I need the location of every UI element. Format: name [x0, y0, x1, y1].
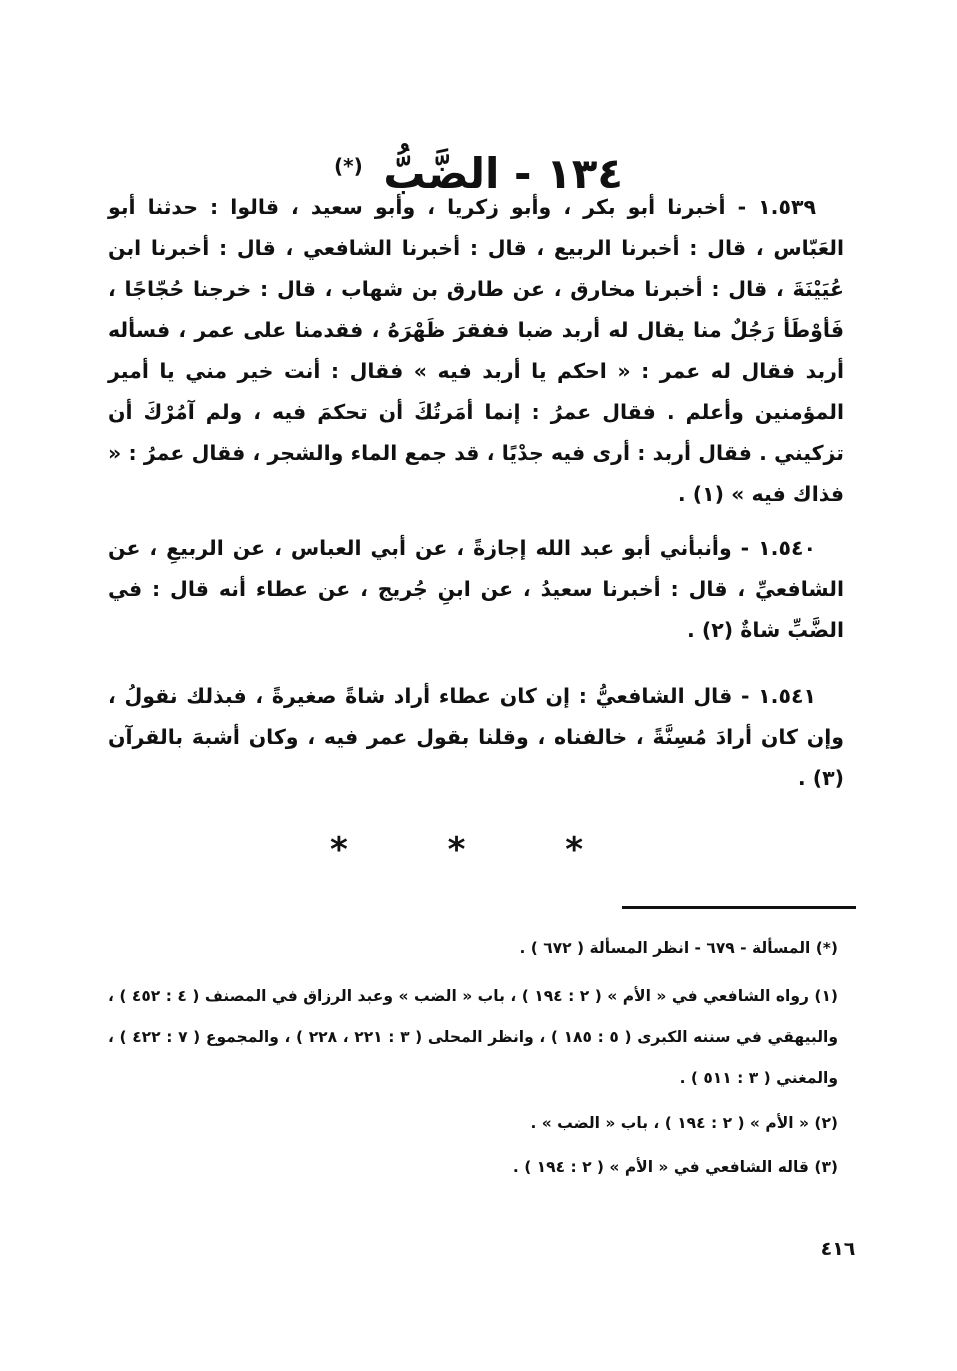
footnote-3: (٣) قاله الشافعي في « الأم » ( ٢ : ١٩٤ ) .	[512, 1158, 838, 1176]
paragraph-text: ١.٥٤٠ - وأنبأني أبو عبد الله إجازةً ، عن أبي العباس ، عن الربيعِ ، عن الشافعيِّ ، قال : أخبرنا سعيدُ ، عن ابنِ جُريج ، عن عطاء أنه قال : في الضَّبِّ شاةٌ (٢) .	[108, 536, 844, 642]
section-separator: * * *	[329, 830, 627, 870]
footnote-rule	[622, 906, 856, 909]
paragraph-1539	[108, 187, 844, 515]
footnote-2: (٢) « الأم » ( ٢ : ١٩٤ ) ، باب « الضب » .	[530, 1114, 838, 1132]
page-number: ٤١٦	[820, 1238, 856, 1260]
footnote-1: (١) رواه الشافعي في « الأم » ( ٢ : ١٩٤ ) ، باب « الضب » وعبد الرزاق في المصنف ( ٤ : ٤٥٢ ) ، والبيهقي في سننه الكبرى ( ٥ : ١٨٥ ) ، وانظر المحلى ( ٣ : ٢٢١ ، ٢٢٨ ) ، والمجموع ( ٧ : ٤٢٢ ) ، والمغني ( ٣ : ٥١١ ) .	[108, 987, 839, 1087]
footnotes	[108, 932, 844, 1195]
paragraph-1541	[108, 676, 844, 799]
paragraph-text: ١.٥٣٩ - أخبرنا أبو بكر ، وأبو زكريا ، وأبو سعيد ، قالوا : حدثنا أبو العَبّاس ، قال : أخبرنا الربيع ، قال : أخبرنا الشافعي ، قال : أخبرنا ابن عُيَيْنَةَ ، قال : أخبرنا مخارق ، عن طارق بن شهاب ، قال : خرجنا حُجّاجًا ، فَأوْطَأ رَجُلٌ منا يقال له أربد ضبا ففقرَ ظَهْرَهُ ، فقدمنا على عمر ، فسأله أربد فقال له عمر : « احكم يا أربد فيه » فقال : أنت خير مني يا أمير المؤمنين وأعلم . فقال عمرُ : إنما أمَرتُكَ أن تحكمَ فيه ، ولم آمُرْكَ أن تزكيني . فقال أربد : أرى فيه جدْيًا ، قد جمع الماء والشجر ، فقال عمرُ : « فذاك فيه » (١) .	[108, 195, 844, 506]
chapter-title-text: ١٣٤ - الضَّبُّ	[383, 149, 623, 199]
footnote-star: (*) المسألة - ٦٧٩ - انظر المسألة ( ٦٧٢ ) .	[519, 939, 838, 957]
chapter-note-marker: (*)	[334, 154, 363, 179]
paragraph-1540	[108, 528, 844, 651]
paragraph-text: ١.٥٤١ - قال الشافعيُّ : إن كان عطاء أراد شاةً صغيرةً ، فبذلك نقولُ ، وإن كان أرادَ مُسِنَّةً ، خالفناه ، وقلنا بقول عمر فيه ، وكان أشبهَ بالقرآن (٣) .	[108, 684, 844, 790]
